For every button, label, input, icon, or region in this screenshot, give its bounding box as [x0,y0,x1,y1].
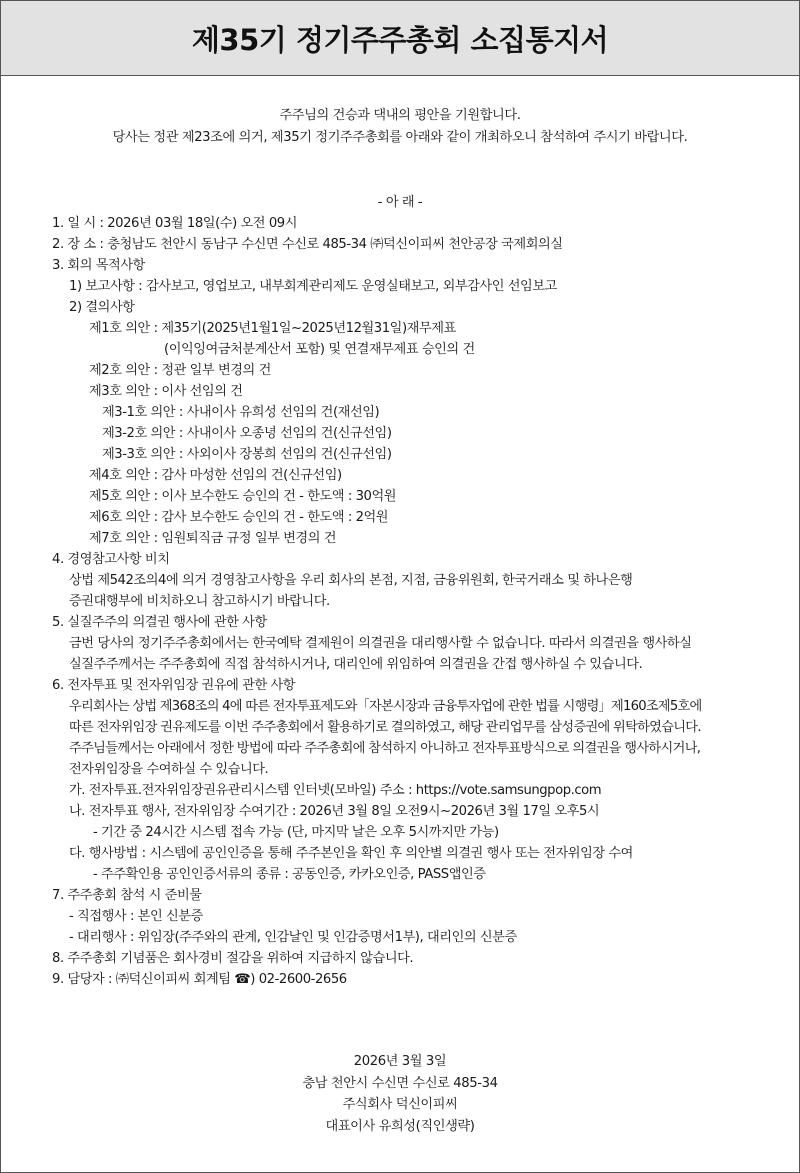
evote-period-line: 나. 전자투표 행사, 전자위임장 수여기간 : 2026년 3월 8일 오전9시~2026년 3월 17일 오후5시 [69,804,600,819]
resolution-subitem: 제3-1호 의안 : 사내이사 유희성 선임의 건(재선임) [102,405,380,420]
signature-block [1,1051,799,1137]
resolution-item: 제3호 의안 : 이사 선임의 건 [89,384,243,399]
item-gift-note: 8. 주주총회 기념품은 회사경비 절감을 위하여 지급하지 않습니다. [52,951,414,966]
resolution-item: 제4호 의안 : 감사 마성한 선임의 건(신규선임) [89,468,342,483]
item-venue: 2. 장 소 : 충청남도 천안시 동남구 수신면 수신로 485-34 ㈜덕신이피씨 천안공장 국제회의실 [52,237,563,252]
item-contact: 9. 담당자 : ㈜덕신이피씨 회계팀 ☎) 02-2600-2656 [52,972,347,987]
materials-direct: - 직접행사 : 본인 신분증 [69,909,203,924]
paragraph-line: 증권대행부에 비치하오니 참고하시기 바랍니다. [69,594,330,609]
item-date: 1. 일 시 : 2026년 03월 18일(수) 오전 09시 [52,216,298,231]
notice-date: 2026년 3월 3일 [353,1054,447,1069]
resolution-item-continuation: (이익잉여금처분계산서 포함) 및 연결재무제표 승인의 건 [164,342,475,357]
notice-heading: - 아 래 - [377,195,423,210]
item-proxy-heading: 5. 실질주주의 의결권 행사에 관한 사항 [52,615,267,630]
evote-url-line: 가. 전자투표.전자위임장권유관리시스템 인터넷(모바일) 주소 : https://vote.samsungpop.com [69,783,602,798]
item-materials-heading: 7. 주주총회 참석 시 준비물 [52,888,202,903]
item-reference-heading: 4. 경영참고사항 비치 [52,552,170,567]
item-evote-heading: 6. 전자투표 및 전자위임장 권유에 관한 사항 [52,678,296,693]
company-address: 충남 천안시 수신면 수신로 485-34 [302,1075,498,1091]
item-agenda-heading: 3. 회의 목적사항 [52,258,145,273]
resolution-item: 제6호 의안 : 감사 보수한도 승인의 건 - 한도액 : 2억원 [89,510,389,525]
resolution-subitem: 제3-2호 의안 : 사내이사 오종녕 선임의 건(신규선임) [102,426,392,441]
paragraph-line: 실질주주께서는 주주총회에 직접 참석하시거나, 대리인에 위임하여 의결권을 간접 행사하실 수 있습니다. [69,657,643,672]
ceo-name: 대표이사 유희성(직인생략) [325,1118,475,1134]
title-bar [1,1,799,76]
greeting-line: 주주님의 건승과 댁내의 평안을 기원합니다. [279,108,521,123]
agenda-report: 1) 보고사항 : 감사보고, 영업보고, 내부회계관리제도 운영실태보고, 외부감사인 선임보고 [69,279,557,294]
paragraph-line: 우리회사는 상법 제368조의 4에 따른 전자투표제도와「자본시장과 금융투자업에 관한 법률 시행령」제160조제5호에 [69,699,702,714]
agenda-resolution-heading: 2) 결의사항 [69,300,135,315]
paragraph-line: 따른 전자위임장 권유제도를 이번 주주총회에서 활용하기로 결의하였고, 해당 관리업무를 삼성증권에 위탁하였습니다. [69,720,701,735]
company-name: 주식회사 덕신이피씨 [342,1097,458,1112]
resolution-item: 제7호 의안 : 임원퇴직금 규정 일부 변경의 건 [89,531,337,546]
paragraph-line: 상법 제542조의4에 의거 경영참고사항을 우리 회사의 본점, 지점, 금융위원회, 한국거래소 및 하나은행 [69,573,633,588]
greeting [1,105,799,149]
evote-method-line: 다. 행사방법 : 시스템에 공인인증을 통해 주주본인을 확인 후 의안별 의결권 행사 또는 전자위임장 수여 [69,846,633,861]
evote-method-note: - 주주확인용 공인인증서류의 종류 : 공동인증, 카카오인증, PASS앱인증 [93,867,486,882]
paragraph-line: 주주님들께서는 아래에서 정한 방법에 따라 주주총회에 참석하지 아니하고 전자투표방식으로 의결권을 행사하시거나, [69,741,701,756]
paragraph-line: 전자위임장을 수여하실 수 있습니다. [69,762,269,777]
page-title: 제35기 정기주주총회 소집통지서 [191,22,609,57]
resolution-item: 제5호 의안 : 이사 보수한도 승인의 건 - 한도액 : 30억원 [89,489,397,504]
resolution-item: 제1호 의안 : 제35기(2025년1월1일~2025년12월31일)재무제표 [89,321,456,336]
resolution-item: 제2호 의안 : 정관 일부 변경의 건 [89,363,271,378]
evote-period-note: - 기간 중 24시간 시스템 접속 가능 (단, 마지막 날은 오후 5시까지만 가능) [93,825,499,840]
resolution-subitem: 제3-3호 의안 : 사외이사 장봉희 선임의 건(신규선임) [102,447,392,462]
paragraph-line: 금번 당사의 정기주주총회에서는 한국예탁 결제원이 의결권을 대리행사할 수 없습니다. 따라서 의결권을 행사하실 [69,636,692,651]
materials-proxy: - 대리행사 : 위임장(주주와의 관계, 인감날인 및 인감증명서1부), 대리인의 신분증 [69,930,517,945]
greeting-line: 당사는 정관 제23조에 의거, 제35기 정기주주총회를 아래와 같이 개최하오니 참석하여 주시기 바랍니다. [112,130,688,145]
